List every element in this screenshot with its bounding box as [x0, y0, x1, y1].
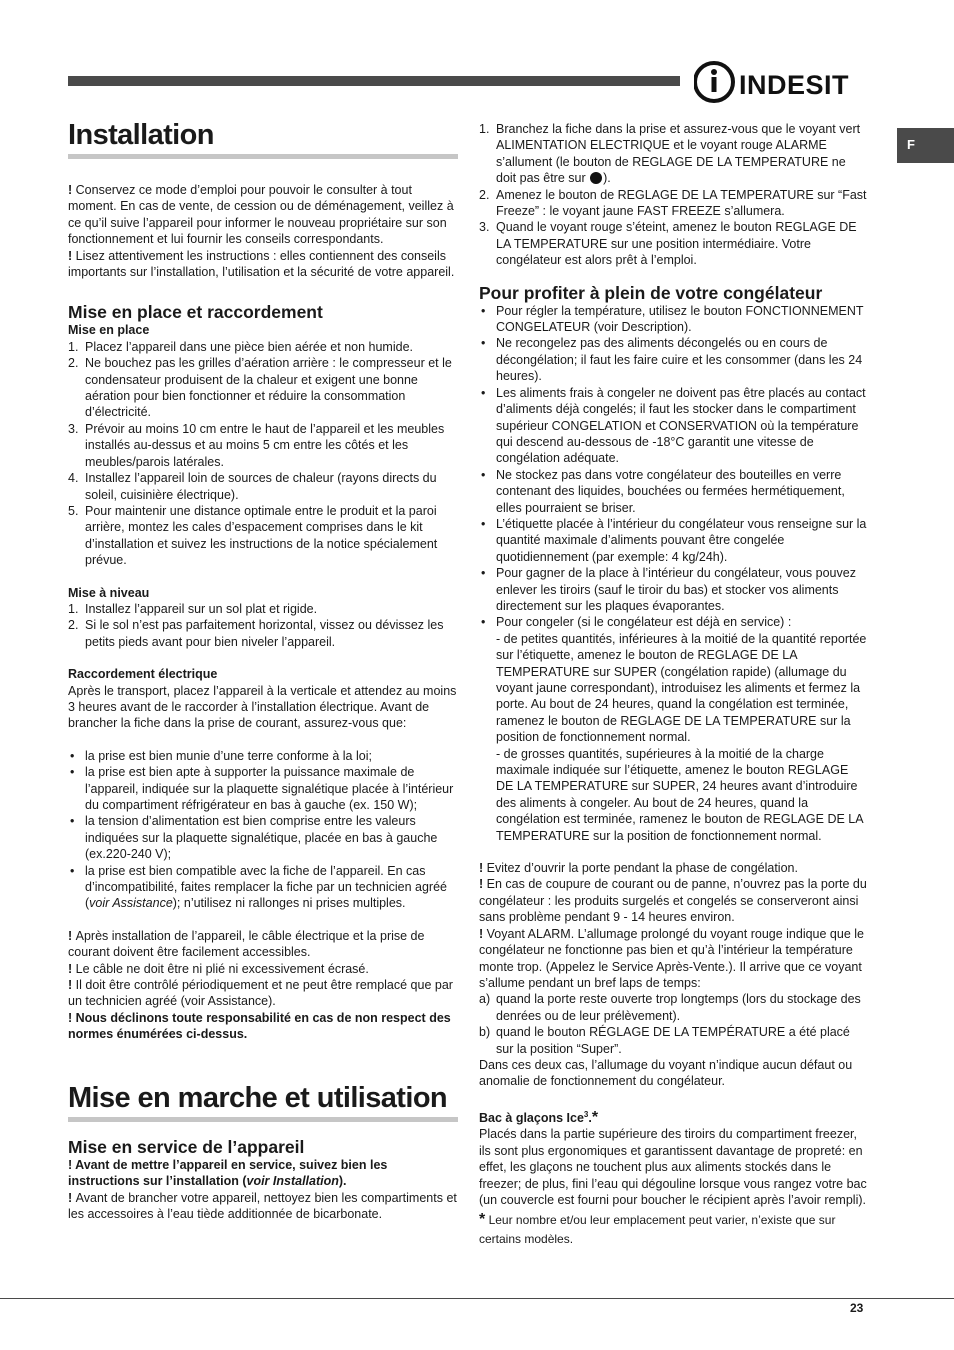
warning-3: ! Il doit être contrôlé périodiquement et ne peut être remplacé que par un technicien agréé (voir Assistance).	[68, 978, 453, 1009]
list-item: 1. Placez l’appareil dans une pièce bien aérée et non humide.	[68, 339, 414, 354]
header-rule	[68, 76, 680, 86]
page-number: 23	[850, 1301, 864, 1315]
subheading-raccordement-electrique: Raccordement électrique	[68, 667, 218, 682]
alarm-cases-list	[479, 991, 869, 1057]
startup-steps	[479, 121, 869, 269]
mise-a-niveau-list	[68, 601, 458, 650]
left-column	[68, 118, 458, 1222]
list-item: 5. Pour maintenir une distance optimale entre le produit et la paroi arrière, montez les cales d’espacement comprises dans le kit d’installation et suivez les instructions de la notice spécialement prévue.	[68, 503, 438, 568]
warning-2: ! Le câble ne doit être ni plié ni excessivement écrasé.	[68, 961, 369, 976]
footer-rule	[0, 1298, 954, 1299]
indesit-logo	[694, 60, 869, 104]
list-item: • la prise est bien munie d’une terre conforme à la loi;	[68, 748, 458, 764]
list-item: • Pour congeler (si le congélateur est déjà en service) : - de petites quantités, inférieures à la moitié de la quantité reportée sur l’étiquette, amenez le bouton de REGLAGE DE LA TEMPERATURE sur SUPER (congélation rapide) (allumage du voyant jaune correspondant), introduisez les aliments et fermez la porte. Au bout de 24 heures, quand la congélation est terminée, ramenez le bouton de REGLAGE DE LA TEMPERATURE sur la position de fonctionnement normal. - de grosses quantités, supérieures à la moitié de la charge maximale indiquée sur l’étiquette, amenez le bouton REGLAGE DE LA TEMPERATURE sur SUPER, 24 heures avant d’introduire des aliments à congeler. Au bout de 24 heures, quand la congélation est terminée, ramenez le bouton de REGLAGE DE LA TEMPERATURE sur la position de fonctionnement normal.	[479, 614, 869, 844]
list-item: a) quand la porte reste ouverte trop longtemps (lors du stockage des denrées ou de leur prélèvement).	[479, 992, 861, 1023]
list-item: 1. Installez l’appareil sur un sol plat et rigide.	[68, 601, 318, 616]
service-instruction-1: ! Avant de mettre l’appareil en service, suivez bien les instructions sur l’installation (voir Installation).	[68, 1157, 388, 1189]
note-2: ! En cas de coupure de courant ou de panne, n’ouvrez pas la porte du congélateur : les produits surgelés et congelés se conserveront ainsi sans problème pendant 9 - 14 heures environ.	[479, 877, 867, 925]
list-item: 2. Ne bouchez pas les grilles d’aération arrière : le compresseur et le condensateur produisent de la chaleur et exigent une bonne aération pour bien fonctionner et réduire la consommation d’électricité.	[68, 356, 452, 420]
list-item: • Les aliments frais à congeler ne doivent pas être placés au contact d’aliments déjà congelés; il faut les stocker dans le compartiment supérieur CONGELATION et CONSERVATION où la température qui descend au-dessous de -18°C garantit une vitesse de congélation adéquate.	[479, 385, 869, 467]
list-item: 4. Installez l’appareil loin de sources de chaleur (rayons directs du soleil, cuisinière électrique).	[68, 471, 437, 502]
list-item: 3. Prévoir au moins 10 cm entre le haut de l’appareil et les meubles installés au-dessus et au moins 5 cm entre les côtés et les meubles/parois latérales.	[68, 421, 445, 469]
section-title-installation: Installation	[68, 118, 458, 159]
intro-paragraph-2: ! Lisez attentivement les instructions : elles contiennent des conseils importants sur l’installation, l’utilisation et la sécurité de votre appareil.	[68, 248, 455, 280]
heading-pour-profiter: Pour profiter à plein de votre congélateur	[479, 282, 823, 303]
right-column	[479, 121, 869, 1249]
language-tab: F	[897, 128, 954, 163]
alarm-cases-conclusion: Dans ces deux cas, l’allumage du voyant n’indique aucun défaut ou anomalie de fonctionnement du congélateur.	[479, 1057, 853, 1089]
list-item: 2. Amenez le bouton de REGLAGE DE LA TEMPERATURE sur “Fast Freeze” : le voyant jaune FAST FREEZE s’allumera.	[479, 187, 867, 219]
section-title-mise-en-marche: Mise en marche et utilisation	[68, 1081, 458, 1122]
raccordement-checklist	[68, 748, 458, 912]
list-item: • Ne stockez pas dans votre congélateur des bouteilles en verre contenant des liquides, bouchées ou fermées hermétiquement, elles pourraient se briser.	[479, 467, 869, 516]
list-item: b) quand le bouton RÉGLAGE DE LA TEMPÉRATURE a été placé sur la position “Super”.	[479, 1025, 850, 1056]
note-3: ! Voyant ALARM. L’allumage prolongé du voyant rouge indique que le congélateur ne fonctionne pas bien et qu’à l’intérieur la température monte trop. (Appelez le Service Après-Vente.). Il arrive que ce voyant s’allume pendant un bref laps de temps:	[479, 926, 864, 990]
subheading-mise-a-niveau: Mise à niveau	[68, 585, 150, 600]
raccordement-intro: Après le transport, placez l’appareil à la verticale et attendez au moins 3 heures avant de le raccorder à l’installation électrique. Avant de brancher la fiche dans la prise de courant, assurez-vous que:	[68, 683, 457, 731]
list-item: • la tension d’alimentation est bien comprise entre les valeurs indiquées sur la plaquette signalétique, placée en bas à gauche (ex.220-240 V);	[68, 813, 458, 862]
led-indicator-icon	[590, 172, 602, 184]
heading-mise-en-place-raccordement: Mise en place et raccordement	[68, 302, 323, 323]
bac-a-glacons-text: Placés dans la partie supérieure des tiroirs du compartiment freezer, ils sont plus ergonomiques et garantissent davantage de propreté: en effet, les glaçons ne touchent plus aux aliments stockés dans le freezer; de plus, fini l’eau qui dégouline lorsque vous rangez votre bac (un couvercle est fourni pour boucher le récipient après l’avoir rempli).	[479, 1127, 867, 1207]
footnote: * Leur nombre et/ou leur emplacement peut varier, n’existe que sur certains modèles.	[479, 1211, 836, 1247]
warning-1: ! Après installation de l’appareil, le câble électrique et la prise de courant doivent être facilement accessibles.	[68, 928, 425, 960]
service-instruction-2: ! Avant de brancher votre appareil, nettoyez bien les compartiments et les accessoires à l’eau tiède additionnée de bicarbonate.	[68, 1190, 457, 1221]
mise-en-place-list	[68, 339, 458, 569]
list-item: • la prise est bien compatible avec la fiche de l’appareil. En cas d’incompatibilité, faites remplacer la fiche par un technicien agréé (voir Assistance); n’utilisez ni rallonges ni prises multiples.	[68, 863, 458, 912]
svg-text:INDESIT: INDESIT	[739, 70, 850, 100]
list-item: 3. Quand le voyant rouge s’éteint, amenez le bouton REGLAGE DE LA TEMPERATURE sur une position intermédiaire. Votre congélateur est alors prêt à l’emploi.	[479, 220, 857, 268]
subheading-mise-en-place: Mise en place	[68, 323, 150, 338]
list-item: • L’étiquette placée à l’intérieur du congélateur vous renseigne sur la quantité maximale d’aliments pouvant être congelée quotidiennement (par exemple: 4 kg/24h).	[479, 516, 869, 565]
note-1: ! Evitez d’ouvrir la porte pendant la phase de congélation.	[479, 861, 798, 876]
subheading-bac-a-glacons: Bac à glaçons Ice$^3$.*	[479, 1108, 599, 1126]
list-item: • Pour régler la température, utilisez le bouton FONCTIONNEMENT CONGELATEUR (voir Description).	[479, 303, 869, 336]
list-item: 1. Branchez la fiche dans la prise et assurez-vous que le voyant vert ALIMENTATION ELECTRIQUE et le voyant rouge ALARME s’allument (le bouton de REGLAGE DE LA TEMPERATURE ne doit pas être sur ).	[479, 122, 861, 186]
list-item: • la prise est bien apte à supporter la puissance maximale de l’appareil, indiquée sur la plaquette signalétique placée à l’intérieur du compartiment réfrigérateur en bas à gauche (ex. 150 W);	[68, 764, 458, 813]
heading-mise-en-service: Mise en service de l’appareil	[68, 1136, 305, 1157]
list-item: • Pour gagner de la place à l’intérieur du congélateur, vous pouvez enlever les tiroirs (sauf le tiroir du bas) et stocker vos aliments directement sur les plaques évaporantes.	[479, 565, 869, 614]
warning-liability: ! Nous déclinons toute responsabilité en cas de non respect des normes énumérées ci-dessus.	[68, 1010, 451, 1042]
list-item: • Ne recongelez pas des aliments décongelés ou en cours de décongélation; il faut les faire cuire et les consommer (dans les 24 heures).	[479, 335, 869, 384]
intro-paragraph-1: ! Conservez ce mode d’emploi pour pouvoir le consulter à tout moment. En cas de vente, de cession ou de déménagement, veillez à ce qu’il suive l’appareil pour informer le nouveau propriétaire sur son fonctionnement et lui fournir les conseils correspondants.	[68, 183, 454, 247]
freezer-tips-list	[479, 303, 869, 844]
list-item: 2. Si le sol n’est pas parfaitement horizontal, vissez ou dévissez les petits pieds avant pour bien niveler l’appareil.	[68, 618, 444, 649]
